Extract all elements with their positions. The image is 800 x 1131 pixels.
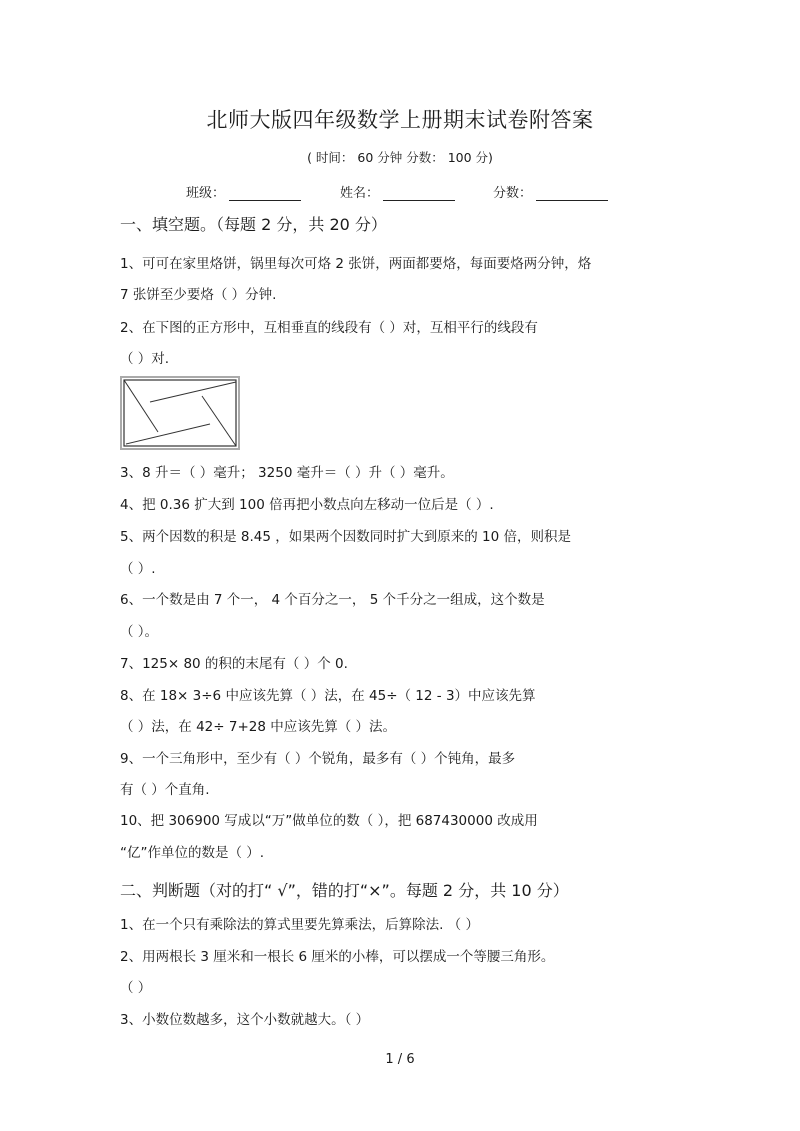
page-number: 1 / 6 (385, 1052, 415, 1067)
name-label: 姓名： (340, 186, 380, 201)
question-10-line-1: 10、把 306900 写成以“万”做单位的数（ ），把 687430000 改成用 (120, 813, 538, 829)
square-diagram (120, 376, 240, 450)
question-4: 4、把 0.36 扩大到 100 倍再把小数点向左移动一位后是（ ）. (120, 497, 494, 513)
name-field (340, 182, 455, 201)
question-6-line-1: 6、一个数是由 7 个一， 4 个百分之一， 5 个千分之一组成，这个数是 (120, 592, 545, 608)
section-true-false: 二、判断题（对的打“ √”，错的打“×”。每题 2 分，共 10 分） (120, 881, 569, 900)
score-label: 分数： (493, 186, 533, 201)
judge-2-line-2: （ ） (120, 980, 152, 996)
question-2-line-1: 2、在下图的正方形中，互相垂直的线段有（ ）对，互相平行的线段有 (120, 320, 538, 336)
judge-3: 3、小数位数越多，这个小数就越大。（ ） (120, 1012, 370, 1028)
question-5-line-1: 5、两个因数的积是 8.45 ，如果两个因数同时扩大到原来的 10 倍，则积是 (120, 529, 571, 545)
question-6-line-2: （ ）。 (120, 624, 159, 640)
question-3: 3、8 升＝（ ）毫升； 3250 毫升＝（ ）升（ ）毫升。 (120, 465, 454, 481)
score-blank (536, 186, 608, 201)
name-blank (383, 186, 455, 201)
score-field (493, 182, 608, 201)
question-5-line-2: （ ）. (120, 561, 156, 577)
section-fill-blank: 一、填空题。（每题 2 分，共 20 分） (120, 215, 387, 234)
class-blank (229, 186, 301, 201)
question-1-line-2: 7 张饼至少要烙（ ）分钟. (120, 287, 277, 303)
question-8-line-1: 8、在 18× 3÷6 中应该先算（ ）法，在 45÷（ 12 - 3）中应该先算 (120, 688, 536, 704)
judge-2-line-1: 2、用两根长 3 厘米和一根长 6 厘米的小棒，可以摆成一个等腰三角形。 (120, 949, 555, 965)
question-1-line-1: 1、可可在家里烙饼，锅里每次可烙 2 张饼，两面都要烙，每面要烙两分钟，烙 (120, 256, 592, 272)
question-9-line-2: 有（ ）个直角. (120, 782, 210, 798)
judge-1: 1、在一个只有乘除法的算式里要先算乘法，后算除法. （ ） (120, 917, 479, 933)
page-title: 北师大版四年级数学上册期末试卷附答案 (206, 108, 594, 132)
question-10-line-2: “亿”作单位的数是（ ）. (120, 845, 265, 861)
question-9-line-1: 9、一个三角形中，至少有（ ）个锐角，最多有（ ）个钝角，最多 (120, 751, 516, 767)
class-label: 班级： (186, 186, 226, 201)
question-8-line-2: （ ）法，在 42÷ 7+28 中应该先算（ ）法。 (120, 719, 397, 735)
diagram-outer-frame (121, 377, 239, 449)
class-field (186, 182, 301, 201)
exam-meta: ( 时间： 60 分钟 分数： 100 分) (307, 150, 493, 165)
question-2-line-2: （ ）对. (120, 351, 170, 367)
question-7: 7、125× 80 的积的末尾有（ ）个 0. (120, 656, 348, 672)
